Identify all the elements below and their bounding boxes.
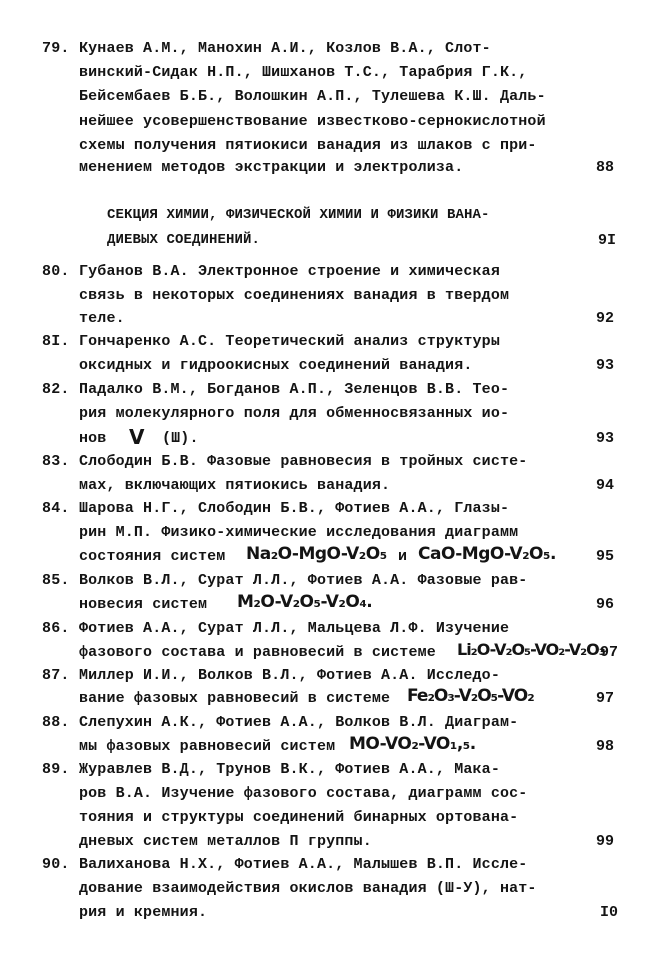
entry-text-line: Миллер И.И., Волков В.Л., Фотиев А.А. Исследо- xyxy=(79,667,500,684)
page-number: 94 xyxy=(596,477,615,494)
page-number: I0 xyxy=(600,904,619,921)
entry-number: 89. xyxy=(42,761,70,778)
entry-text-line: Бейсембаев Б.Б., Волошкин А.П., Тулешева К.Ш. Даль- xyxy=(79,88,546,105)
entry-text-line: ров В.А. Изучение фазового состава, диаграмм сос- xyxy=(79,785,528,802)
entry-text-line: винский-Сидак Н.П., Шишханов Т.С., Тарабрия Г.К., xyxy=(79,64,528,81)
page-number: 92 xyxy=(596,310,615,327)
entry-text-line: Слободин Б.В. Фазовые равновесия в тройных систе- xyxy=(79,453,528,470)
entry-text-line: нов xyxy=(79,430,107,447)
entry-number: 84. xyxy=(42,500,70,517)
entry-text-line: Фотиев А.А., Сурат Л.Л., Мальцева Л.Ф. Изучение xyxy=(79,620,510,637)
entry-text-line: схемы получения пятиокиси ванадия из шлаков с при- xyxy=(79,137,537,154)
entry-number: 79. xyxy=(42,40,70,57)
page-number: 99 xyxy=(596,833,615,850)
entry-text-line: мах, включающих пятиокись ванадия. xyxy=(79,477,391,494)
page-number: 93 xyxy=(596,357,615,374)
page-number: 96 xyxy=(596,596,615,613)
entry-text-line: Шарова Н.Г., Слободин Б.В., Фотиев А.А., Глазы- xyxy=(79,500,510,517)
entry-text-line: оксидных и гидроокисных соединений ванадия. xyxy=(79,357,473,374)
handwritten-formula: Na₂O-MgO-V₂O₅ xyxy=(246,544,387,564)
entry-text-line: и xyxy=(398,548,408,565)
entry-number: 83. xyxy=(42,453,70,470)
entry-text-line: Кунаев А.М., Манохин А.И., Козлов В.А., Слот- xyxy=(79,40,491,57)
entry-text-line: мы фазовых равновесий систем xyxy=(79,738,336,755)
entry-number: 8I. xyxy=(42,333,70,350)
entry-text-line: Губанов В.А. Электронное строение и химическая xyxy=(79,263,500,280)
handwritten-formula: MO-VO₂-VO₁,₅. xyxy=(349,734,476,754)
page-number: 95 xyxy=(596,548,615,565)
entry-text-line: рия молекулярного поля для обменносвязанных ио- xyxy=(79,405,510,422)
entry-text-line: Журавлев В.Д., Трунов В.К., Фотиев А.А., Мака- xyxy=(79,761,500,778)
page-number: 9I xyxy=(598,232,617,249)
entry-text-line: Гончаренко А.С. Теоретический анализ структуры xyxy=(79,333,500,350)
entry-text-line: рин М.П. Физико-химические исследования диаграмм xyxy=(79,524,519,541)
entry-text-line: вание фазовых равновесий в системе xyxy=(79,690,391,707)
entry-text-line: Падалко В.М., Богданов А.П., Зеленцов В.В. Тео- xyxy=(79,381,510,398)
entry-text-line: состояния систем xyxy=(79,548,226,565)
entry-text-line: Валиханова Н.Х., Фотиев А.А., Малышев В.П. Иссле- xyxy=(79,856,528,873)
handwritten-formula: Li₂O-V₂O₅-VO₂-V₂O₃ xyxy=(457,640,605,659)
entry-text-line: дование взаимодействия окислов ванадия (Ш-У), нат- xyxy=(79,880,537,897)
entry-text-line: фазового состава и равновесий в системе xyxy=(79,644,436,661)
entry-text-line: Слепухин А.К., Фотиев А.А., Волков В.Л. Диаграм- xyxy=(79,714,519,731)
entry-text-line: теле. xyxy=(79,310,125,327)
page-number: 98 xyxy=(596,738,615,755)
entry-number: 80. xyxy=(42,263,70,280)
entry-number: 86. xyxy=(42,620,70,637)
entry-text-line: рия и кремния. xyxy=(79,904,208,921)
section-title-line: ДИЕВЫХ СОЕДИНЕНИЙ. xyxy=(107,232,261,248)
entry-text-line: нейшее усовершенствование известково-сернокислотной xyxy=(79,113,546,130)
entry-text-line: менением методов экстракции и электролиза. xyxy=(79,159,464,176)
handwritten-formula: V xyxy=(129,425,144,449)
entry-text-line: тояния и структуры соединений бинарных ортована- xyxy=(79,809,519,826)
entry-text-line: новесия систем xyxy=(79,596,208,613)
entry-text-line: связь в некоторых соединениях ванадия в твердом xyxy=(79,287,510,304)
handwritten-formula: M₂O-V₂O₅-V₂O₄. xyxy=(237,592,373,612)
page-number: 97 xyxy=(600,644,619,661)
entry-number: 82. xyxy=(42,381,70,398)
page-number: 97 xyxy=(596,690,615,707)
page-number: 88 xyxy=(596,159,615,176)
section-title-line: СЕКЦИЯ ХИМИИ, ФИЗИЧЕСКОЙ ХИМИИ И ФИЗИКИ ВАНА- xyxy=(107,207,490,223)
entry-number: 90. xyxy=(42,856,70,873)
handwritten-formula: Fe₂O₃-V₂O₅-VO₂ xyxy=(407,686,534,706)
page-number: 93 xyxy=(596,430,615,447)
entry-text-line: дневых систем металлов П группы. xyxy=(79,833,372,850)
entry-number: 85. xyxy=(42,572,70,589)
entry-text-line: Волков В.Л., Сурат Л.Л., Фотиев А.А. Фазовые рав- xyxy=(79,572,528,589)
entry-text-line: (Ш). xyxy=(162,430,199,447)
entry-number: 87. xyxy=(42,667,70,684)
handwritten-formula: CaO-MgO-V₂O₅. xyxy=(418,544,556,564)
entry-number: 88. xyxy=(42,714,70,731)
